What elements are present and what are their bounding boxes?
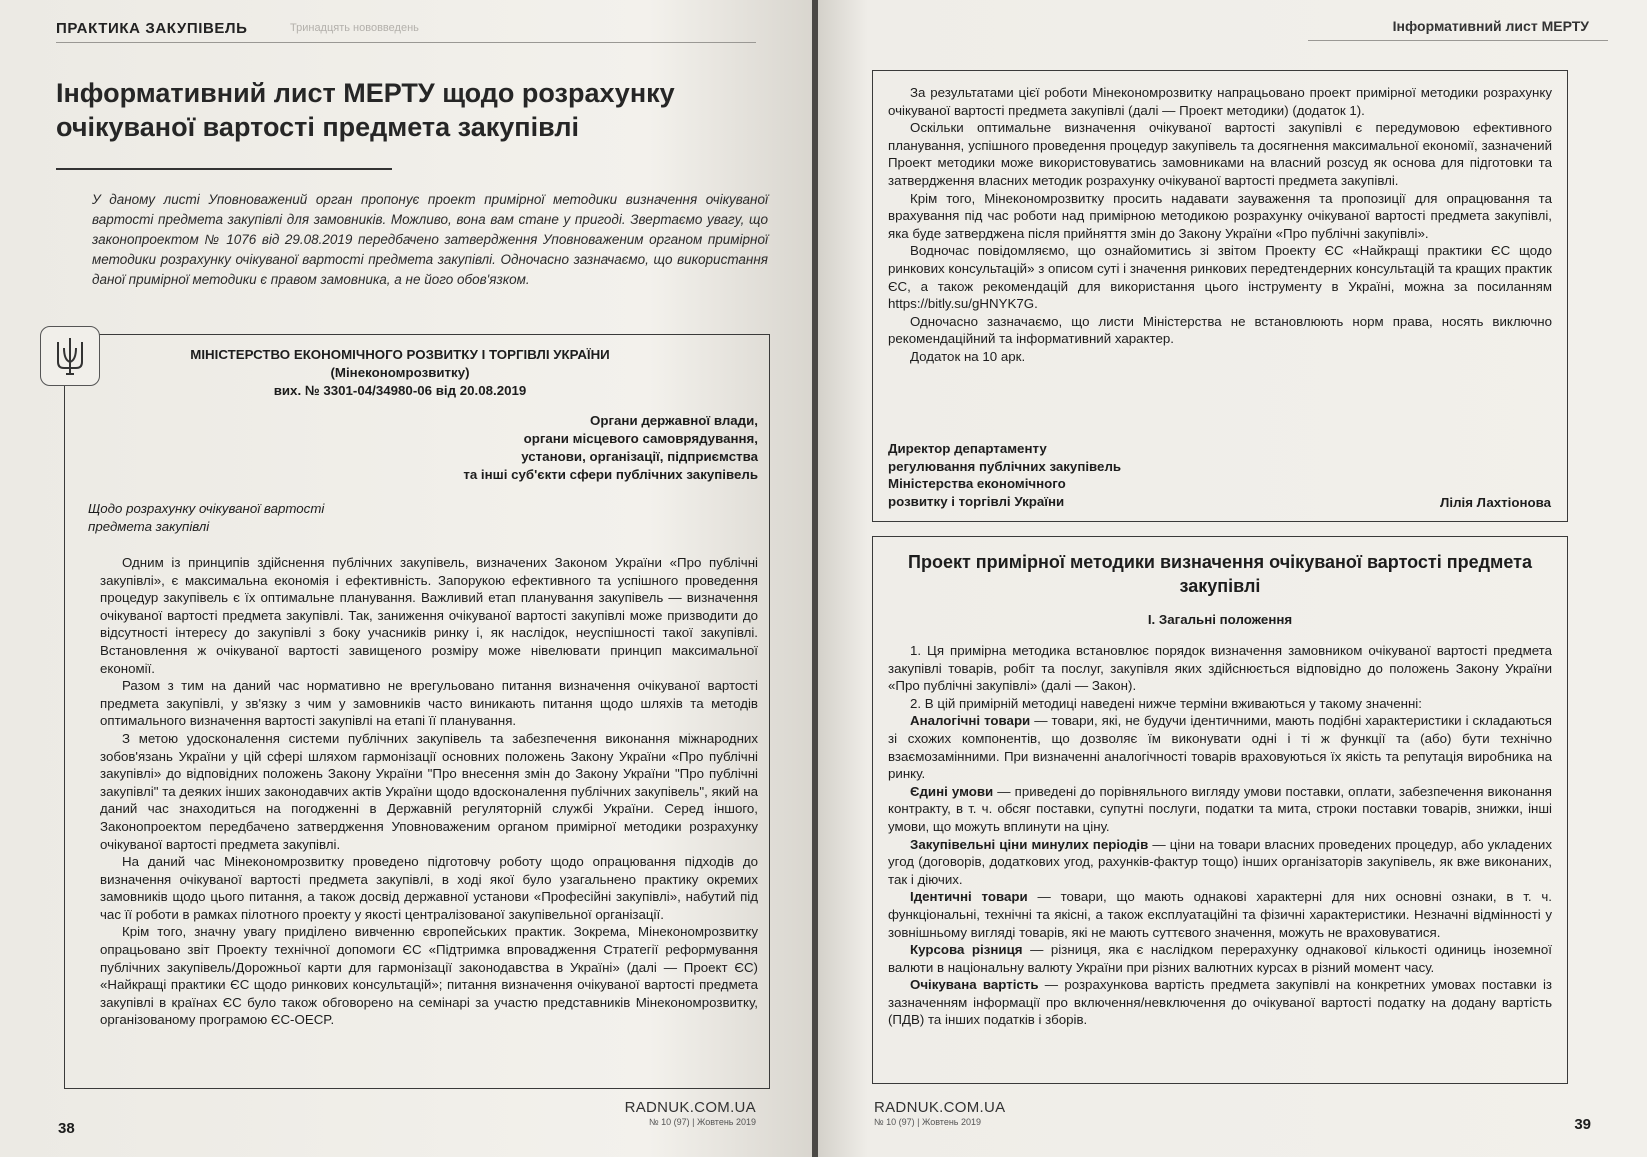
- page-number: 39: [1574, 1116, 1591, 1133]
- term-definition: [888, 888, 1552, 941]
- term-definition: [888, 783, 1552, 836]
- section-label: ПРАКТИКА ЗАКУПІВЕЛЬ: [56, 20, 248, 37]
- addressee-line: органи місцевого самоврядування,: [523, 431, 758, 446]
- signature-line: розвитку і торгівлі України: [888, 493, 1065, 509]
- body-paragraph: Одним із принципів здійснення публічних закупівель, визначених Законом України «Про публічні закупівлі», є максимальна економія і ефективність. Запорукою ефективного та успішного проведення процедур закупівель є їх оптимальне планування. Важливий етап планування закупівель — визначення очікуваної вартості предмета закупівлі. Так, заниження очікуваної вартості закупівлі може призводити до відсутності інтересу до закупівлі з боку учасників ринку і, як наслідок, неуспішності такої закупівлі. Встановлення ж очікуваної вартості завищеного розміру може нівелювати принцип максимальної економії.: [100, 555, 758, 676]
- term-text: — різниця, яка є наслідком перерахунку однакової кількості одиниць іноземної валюти в національну валюту України при різних валютних курсах в різний момент часу.: [888, 942, 1552, 975]
- body-paragraph: Оскільки оптимальне визначення очікуваної вартості закупівлі є передумовою ефективного планування, успішного проведення процедур закупівель та досягнення максимальної економії, зазначений Проект методики може використовуватись замовниками на власний розсуд як основа для підготовки та затвердження власних методик розрахунку очікуваної вартості предмета закупівлі.: [888, 120, 1552, 188]
- signature-line: Міністерства економічного: [888, 476, 1066, 492]
- header-divider: [56, 42, 756, 43]
- methodology-section-heading: І. Загальні положення: [1147, 612, 1293, 627]
- term-name: Очікувана вартість: [910, 977, 1039, 993]
- brand-name: RADNUK.COM.UA: [874, 1099, 1006, 1116]
- signature-line: регулювання публічних закупівель: [888, 458, 1122, 474]
- footer-brand: [625, 1099, 756, 1127]
- letter-body-continued: [888, 84, 1552, 366]
- left-page: [0, 0, 812, 1157]
- running-header: Інформативний лист МЕРТУ: [1392, 18, 1589, 34]
- body-paragraph: Крім того, значну увагу приділено вивченню європейських практик. Зокрема, Мінекономрозвитку опрацьовано звіт Проекту технічної допомоги ЄС «Підтримка впровадження Стратегії реформування публічних закупівель/Дорожньої карти для гармонізації законодавства в Україні» (далі — Проект ЄС) «Найкращі практики ЄС щодо ринкових консультацій»; питання визначення очікуваної вартості предмета закупівлі в країнах ЄС було також обговорено на семінарі за участю представників Мінекономрозвитку, організованому програмою ЄС-OECP.: [100, 924, 758, 1028]
- ministry-header: [150, 346, 650, 400]
- term-definition: [888, 712, 1552, 782]
- letter-subject: Щодо розрахунку очікуваної вартості предмета закупівлі: [88, 501, 325, 534]
- term-name: Аналогічні товари: [910, 713, 1031, 729]
- issue-info: № 10 (97) | Жовтень 2019: [874, 1117, 982, 1127]
- page-number: 38: [58, 1120, 75, 1137]
- methodology-paragraph: 2. В цій примірній методиці наведені нижче терміни вживаються у такому значенні:: [910, 695, 1422, 711]
- term-text: — товари, які, не будучи ідентичними, мають подібні характеристики і складаються зі схожих компонентів, що дозволяє їм виконувати одні і ті ж функції та (або) бути технічно взаємозамінними. При визначенні аналогічності товарів враховуються їх якість та репутація виробника на ринку.: [888, 713, 1552, 782]
- methodology-body: [888, 642, 1552, 1029]
- term-name: Курсова різниця: [910, 942, 1023, 958]
- footer-brand: [874, 1099, 1005, 1127]
- signatory-name: Лілія Лахтіонова: [1440, 495, 1551, 510]
- letter-reference: вих. № 3301-04/34980-06 від 20.08.2019: [273, 383, 527, 398]
- ministry-short-name: (Мінекономрозвитку): [330, 365, 470, 380]
- term-name: Закупівельні ціни минулих періодів: [910, 836, 1149, 852]
- term-text: — розрахункова вартість предмета закупівлі на конкретних умовах поставки із зазначенням інформації про включення/невключення до очікуваної вартості податку на додану вартість (ПДВ) та інших податків і зборів.: [888, 977, 1553, 1028]
- signature-line: Директор департаменту: [888, 441, 1047, 456]
- body-paragraph: Крім того, Мінекономрозвитку просить надавати зауваження та пропозиції для опрацювання та врахування під час роботи над примірною методикою розрахунку очікуваної вартості предмета закупівлі, яка буде затверджена після прийняття змін до Закону України «Про публічні закупівлі».: [888, 190, 1552, 241]
- title-underline: [56, 168, 392, 170]
- attachment-note: Додаток на 10 арк.: [910, 348, 1026, 364]
- ministry-name: МІНІСТЕРСТВО ЕКОНОМІЧНОГО РОЗВИТКУ І ТОРГІВЛІ УКРАЇНИ: [190, 347, 610, 362]
- term-name: Ідентичні товари: [910, 889, 1028, 905]
- body-paragraph: На даний час Мінекономрозвитку проведено підготовчу роботу щодо опрацювання підходів до визначення очікуваної вартості предмета закупівлі, в ході якої було узагальнено практику окремих замовників щодо цього питання, а також досвід державної установи «Професійні закупівлі», набутий під час її роботи в рамках пілотного проекту у якості централізованої закупівельної організації.: [100, 854, 758, 922]
- letter-body: [100, 554, 758, 1029]
- header-divider: [1308, 40, 1608, 41]
- term-text: — приведені до порівняльного вигляду умови поставки, оплати, забезпечення виконання контракту, в т. ч. обсяг поставки, супутні послуги, податки та мита, строки поставки товарів, знижки, інші умови, що можуть вплинути на ціну.: [888, 783, 1552, 834]
- issue-info: № 10 (97) | Жовтень 2019: [648, 1117, 756, 1127]
- addressee-line: Органи державної влади,: [590, 413, 758, 428]
- trident-emblem-icon: [40, 326, 100, 386]
- body-paragraph: Разом з тим на даний час нормативно не врегульовано питання визначення очікуваної вартості предмета закупівлі, у зв'язку з чим у замовників часто виникають питання щодо шляхів та методів оптимального визначення вартості закупівлі на етапі її планування.: [100, 678, 758, 729]
- term-text: — товари, що мають однакові характерні для них основні ознаки, в т. ч. функціональні, технічні та якісні, а також експлуатаційні та фізичні характеристики. Незначні відмінності у зовнішньому вигляді товарів, які не мають суттєвого значення, можуть не враховуватися.: [888, 889, 1552, 940]
- term-name: Єдині умови: [910, 783, 994, 799]
- body-paragraph: Одночасно зазначаємо, що листи Міністерства не встановлюють норм права, носять виключно рекомендаційний та інформативний характер.: [888, 313, 1552, 347]
- term-definition: [888, 941, 1552, 976]
- right-page: [818, 0, 1647, 1157]
- body-paragraph: Водночас повідомляємо, що ознайомитись зі звітом Проекту ЄС «Найкращі практики ЄС щодо ринкових консультацій» з описом суті і значення ринкових передтендерних консультацій та кращих практик ЄС, а також рекомендацій для використання цього інструменту в Україні, можна за посиланням https://bitly.su/gHNYK7G.: [888, 243, 1552, 312]
- term-definition: [888, 836, 1552, 889]
- methodology-paragraph: 1. Ця примірна методика встановлює порядок визначення замовником очікуваної вартості предмета закупівлі товарів, робіт та послуг, закупівля яких здійснюється відповідно до положень Закону України «Про публічні закупівлі» (далі — Закон).: [888, 643, 1552, 694]
- brand-name: RADNUK.COM.UA: [624, 1099, 756, 1116]
- addressee-line: та інші суб'єкти сфери публічних закупівель: [463, 467, 758, 482]
- article-title: Інформативний лист МЕРТУ щодо розрахунку очікуваної вартості предмета закупівлі: [56, 78, 675, 142]
- addressee-block: [330, 412, 758, 484]
- methodology-title: Проект примірної методики визначення очікуваної вартості предмета закупівлі: [908, 552, 1532, 596]
- addressee-line: установи, організації, підприємства: [521, 449, 758, 464]
- body-paragraph: За результатами цієї роботи Мінекономрозвитку напрацьовано проект примірної методики розрахунку очікуваної вартості предмета закупівлі (далі — Проект методики) (додаток 1).: [888, 85, 1552, 118]
- term-text: — ціни на товари власних проведених процедур, або укладених угод (договорів, додаткових угод, рахунків-фактур тощо) інших організаторів закупівель, як вже виконаних, так і діючих.: [888, 836, 1552, 887]
- term-definition: [888, 976, 1552, 1029]
- article-lead: У даному листі Уповноважений орган пропонує проект примірної методики визначення очікуваної вартості предмета закупівлі для замовників. Можливо, вона вам стане у пригоді. Звертаємо увагу, що законопроектом № 1076 від 29.08.2019 передбачено затвердження Уповноваженим органом примірної методики розрахунку очікуваної вартості предмета закупівлі. Одночасно зазначаємо, що використання даної примірної методики є правом замовника, а не його обов'язком.: [92, 192, 768, 287]
- body-paragraph: З метою удосконалення системи публічних закупівель та забезпечення виконання міжнародних зобов'язань України у цій сфері шляхом гармонізації основних положень Закону України «Про публічні закупівлі» до відповідних положень Закону України "Про внесення змін до Закону України "Про публічні закупівлі" та деяких інших законодавчих актів України щодо вдосконалення публічних закупівель", який на даний час знаходиться на погодженні в Державній регуляторній службі України. Серед іншого, Законопроектом передбачено затвердження Уповноваженим органом примірної методики розрахунку очікуваної вартості предмета закупівлі.: [100, 730, 758, 852]
- show-through-text: Тринадцять нововведень: [290, 22, 419, 34]
